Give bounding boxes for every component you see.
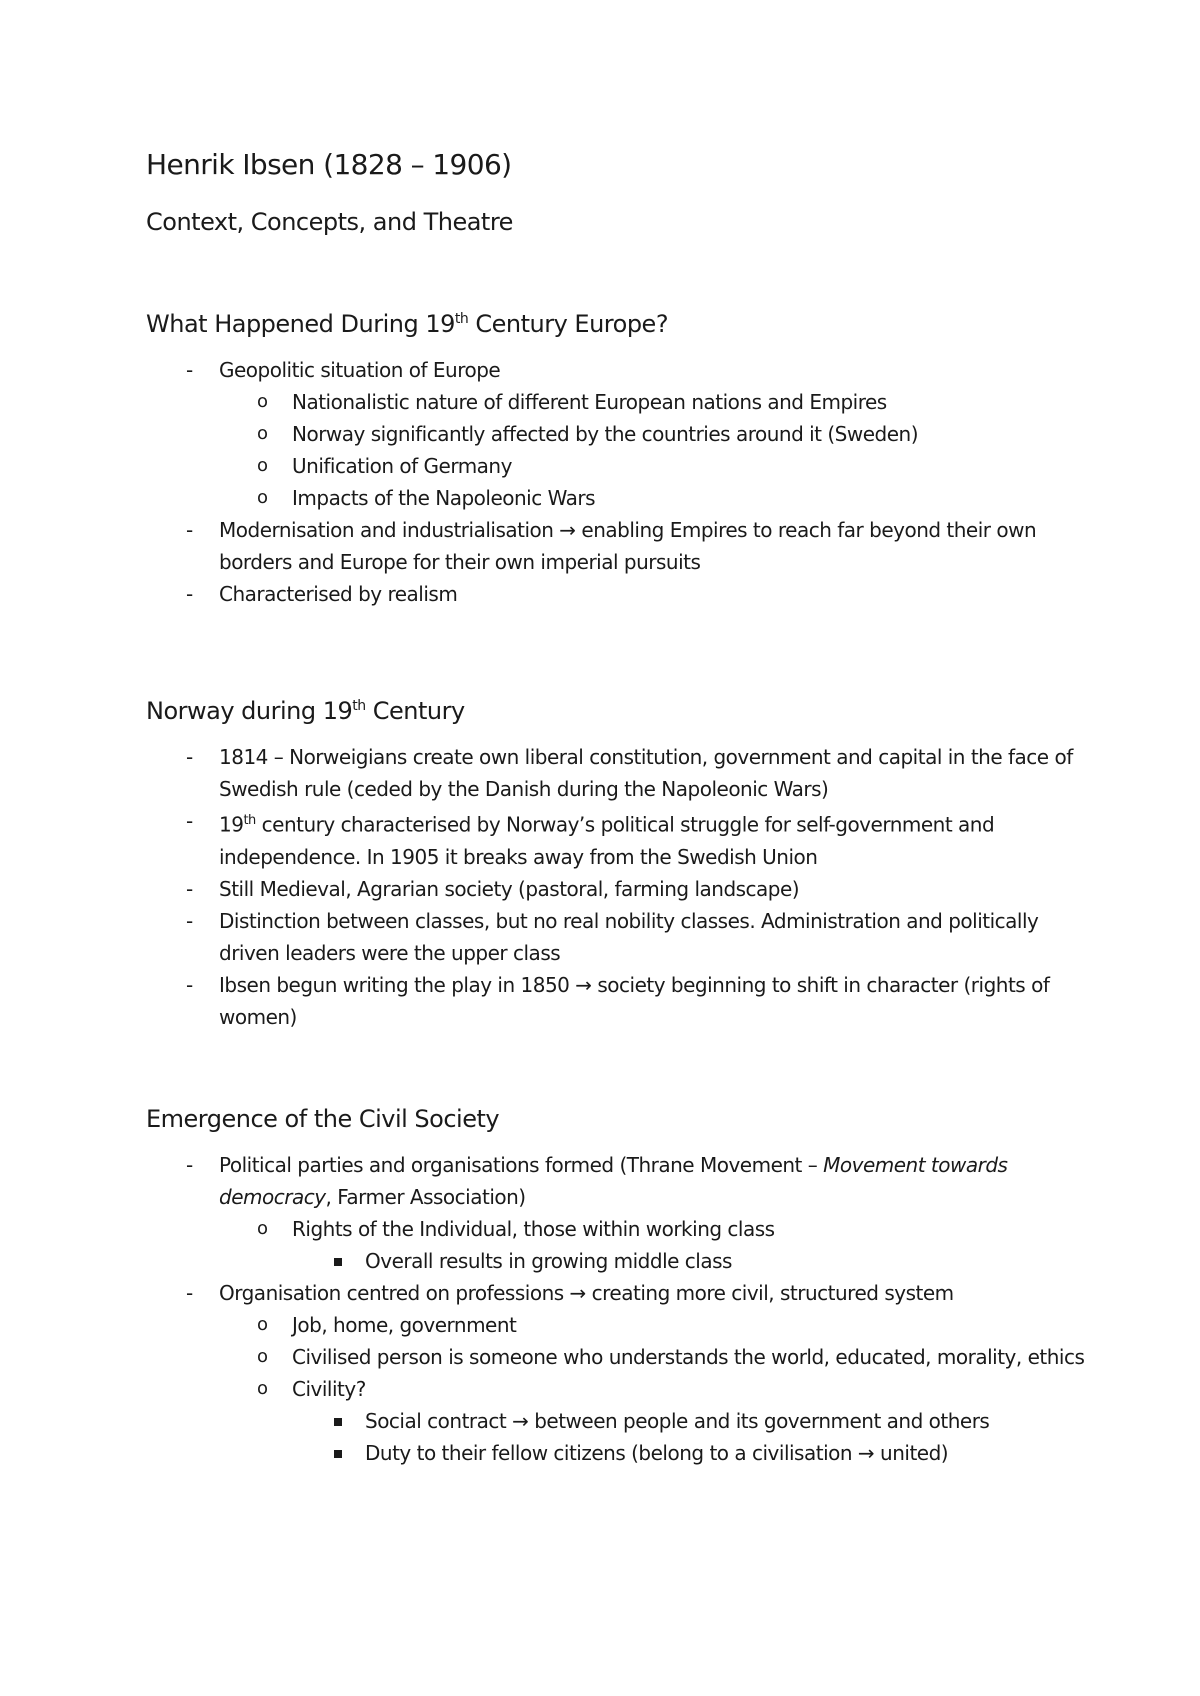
list-item: - 19th century characterised by Norway’s political struggle for self-government and independence. In 1905 it breaks away from the Swedish Union (146, 805, 1086, 873)
section-heading: What Happened During 19th Century Europe? (146, 310, 669, 338)
sub-sub-list (292, 1405, 1086, 1469)
section-19th-century-europe (146, 310, 1086, 610)
sub-list-item: o Unification of Germany (219, 450, 1086, 482)
list-item: - Still Medieval, Agrarian society (pastoral, farming landscape) (146, 873, 1086, 905)
document-title: Henrik Ibsen (1828 – 1906) (146, 148, 512, 181)
section-civil-society (146, 1105, 1086, 1469)
bullet-list (146, 1149, 1086, 1469)
bullet-list (146, 741, 1086, 1033)
sub-list-item: o Job, home, government (219, 1309, 1086, 1341)
sub-list (219, 386, 1086, 514)
arrow-icon: → (569, 1281, 586, 1305)
section-heading: Norway during 19th Century (146, 697, 465, 725)
sub-list-item: o Nationalistic nature of different European nations and Empires (219, 386, 1086, 418)
sub-list-item: o Rights of the Individual, those within working class Overall results in growing middle class (219, 1213, 1086, 1277)
section-heading: Emergence of the Civil Society (146, 1105, 500, 1133)
sub-sub-list-item: Overall results in growing middle class (292, 1245, 1086, 1277)
sub-list (219, 1309, 1086, 1469)
arrow-icon: → (857, 1441, 875, 1465)
document-subtitle: Context, Concepts, and Theatre (146, 208, 513, 236)
sub-list (219, 1213, 1086, 1277)
list-item: - Characterised by realism (146, 578, 1086, 610)
sub-sub-list-item: Duty to their fellow citizens (belong to a civilisation → united) (292, 1437, 1086, 1469)
arrow-icon: → (559, 518, 576, 542)
list-item: - Geopolitic situation of Europe o Nationalistic nature of different European nations and Empires o Norway significantly affected by the countries around it (Sweden) o Unification of Germany o Impacts of the Napoleonic Wars (146, 354, 1086, 514)
sub-list-item: o Norway significantly affected by the countries around it (Sweden) (219, 418, 1086, 450)
arrow-icon: → (575, 972, 592, 997)
section-norway-19th-century (146, 697, 1086, 1033)
list-item: - Distinction between classes, but no real nobility classes. Administration and politically driven leaders were the upper class (146, 905, 1086, 969)
sub-sub-list (292, 1245, 1086, 1277)
list-item: - Modernisation and industrialisation → enabling Empires to reach far beyond their own borders and Europe for their own imperial pursuits (146, 514, 1086, 578)
arrow-icon: → (512, 1409, 529, 1433)
list-item: - Organisation centred on professions → creating more civil, structured system o Job, home, government o Civilised person is someone who understands the world, educated, morality, ethics o Civility? Social contract → between people and its government and others Duty to their fellow citizens (belong to a civilisation → united) (146, 1277, 1086, 1469)
list-item: - 1814 – Norweigians create own liberal constitution, government and capital in the face of Swedish rule (ceded by the Danish during the Napoleonic Wars) (146, 741, 1086, 805)
sub-list-item: o Impacts of the Napoleonic Wars (219, 482, 1086, 514)
list-item: - Political parties and organisations formed (Thrane Movement – Movement towards democracy, Farmer Association) o Rights of the Individual, those within working class Overall results in growing middle class (146, 1149, 1086, 1277)
bullet-list (146, 354, 1086, 610)
sub-sub-list-item: Social contract → between people and its government and others (292, 1405, 1086, 1437)
list-item: - Ibsen begun writing the play in 1850 → society beginning to shift in character (rights of women) (146, 969, 1086, 1033)
sub-list-item: o Civility? Social contract → between people and its government and others Duty to their fellow citizens (belong to a civilisation → united) (219, 1373, 1086, 1469)
sub-list-item: o Civilised person is someone who understands the world, educated, morality, ethics (219, 1341, 1086, 1373)
